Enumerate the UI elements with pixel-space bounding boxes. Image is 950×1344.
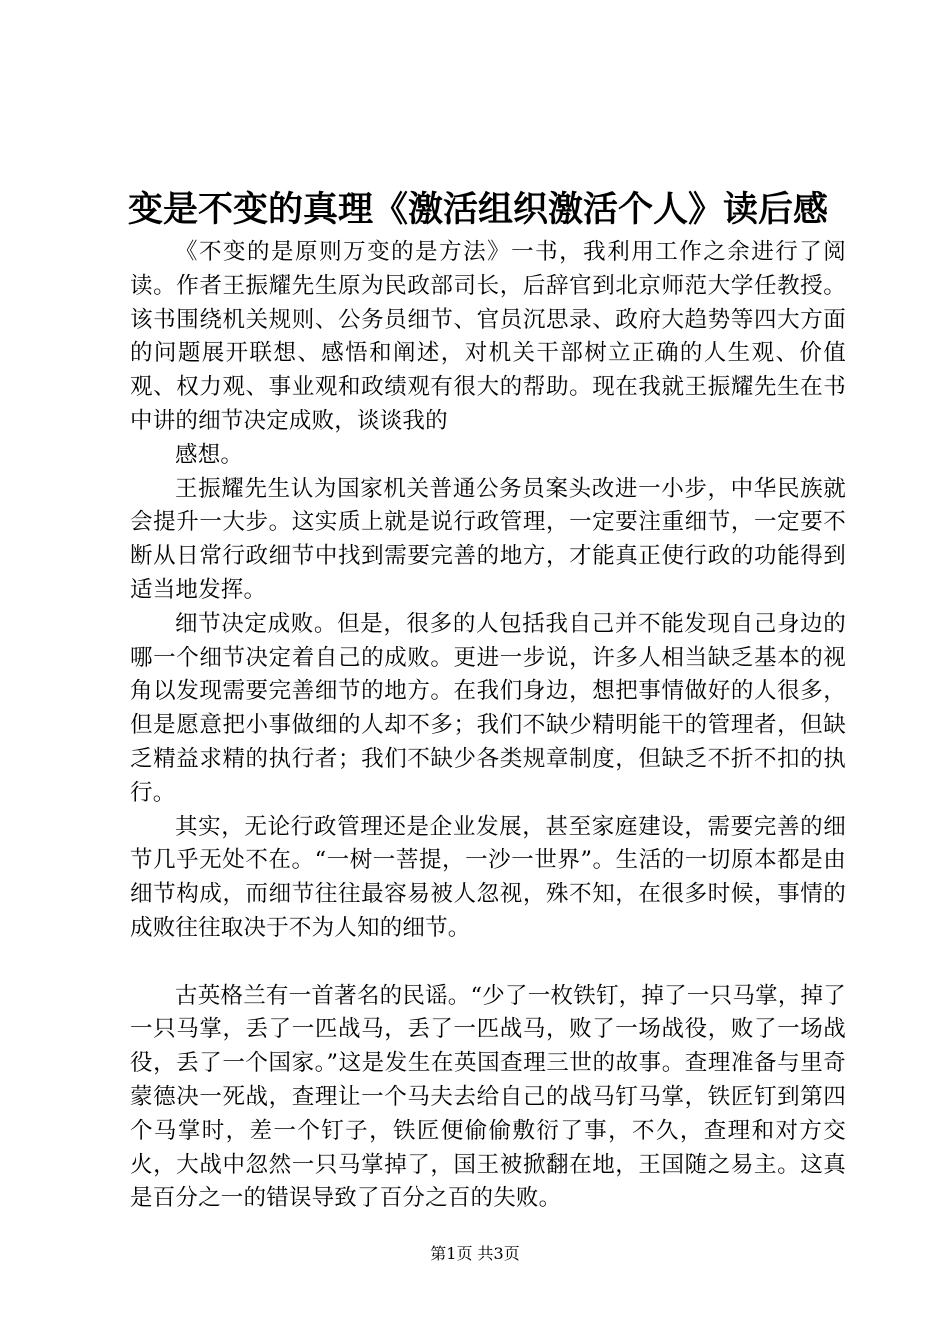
paragraph-english-ballad: 古英格兰有一首著名的民谣。“少了一枚铁钉，掉了一只马掌，掉了一只马掌，丢了一匹战马，丢了一匹战马，败了一场战役，败了一场战役，丢了一个国家。”这是发生在英国查理三世的故事。查理准备与里奇蒙德决一死战，查理让一个马夫去给自己的战马钉马掌，铁匠钉到第四个马掌时，差一个钉子，铁匠便偷偷敷衍了事，不久，查理和对方交火，大战中忽然一只马掌掉了，国王被掀翻在地，王国随之易主。这真是百分之一的错误导致了百分之百的失败。 xyxy=(130,982,846,1212)
document-title: 变是不变的真理《激活组织激活个人》读后感 xyxy=(128,189,829,230)
document-body xyxy=(130,236,846,1216)
paragraph-intro: 《不变的是原则万变的是方法》一书，我利用工作之余进行了阅读。作者王振耀先生原为民政部司长，后辞官到北京师范大学任教授。该书围绕机关规则、公务员细节、官员沉思录、政府大趋势等四大方面的问题展开联想、感悟和阐述，对机关干部树立正确的人生观、价值观、权力观、事业观和政绩观有很大的帮助。现在我就王振耀先生在书中讲的细节决定成败，谈谈我的 xyxy=(130,239,846,434)
paragraph-wang-view: 王振耀先生认为国家机关普通公务员案头改进一小步，中华民族就会提升一大步。这实质上就是说行政管理，一定要注重细节，一定要不断从日常行政细节中找到需要完善的地方，才能真正使行政的功能得到适当地发挥。 xyxy=(130,475,846,603)
paragraph-details-everywhere: 其实，无论行政管理还是企业发展，甚至家庭建设，需要完善的细节几乎无处不在。“一树一菩提，一沙一世界”。生活的一切原本都是由细节构成，而细节往往最容易被人忽视，殊不知，在很多时候，事情的成败往往取决于不为人知的细节。 xyxy=(130,813,846,941)
paragraph-intro-continued: 感想。 xyxy=(175,441,244,468)
page-footer: 第1页 共3页 xyxy=(430,1244,520,1263)
paragraph-detail-decides: 细节决定成败。但是，很多的人包括我自己并不能发现自己身边的哪一个细节决定着自己的成败。更进一步说，许多人相当缺乏基本的视角以发现需要完善细节的地方。在我们身边，想把事情做好的人很多，但是愿意把小事做细的人却不多；我们不缺少精明能干的管理者，但缺乏精益求精的执行者；我们不缺少各类规章制度，但缺乏不折不扣的执行。 xyxy=(130,610,846,806)
